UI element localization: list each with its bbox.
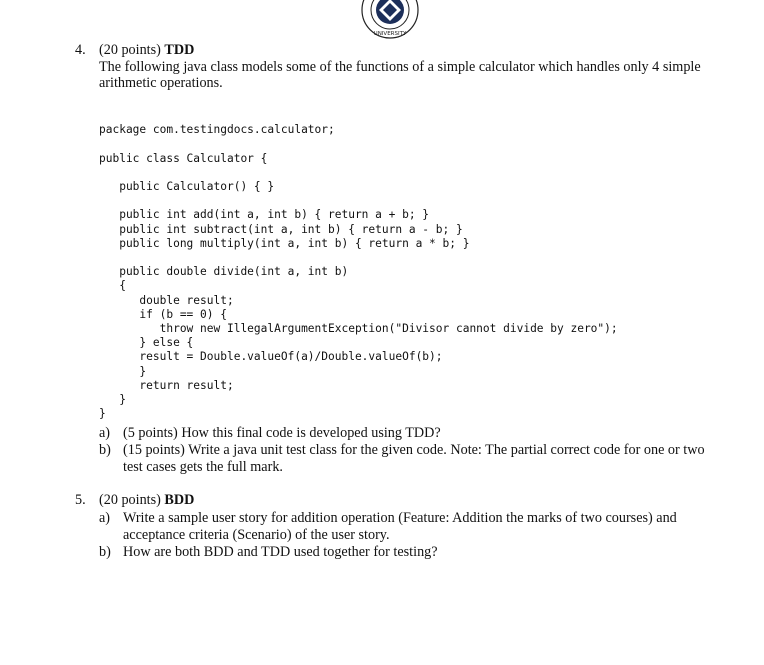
code-line (99, 194, 618, 208)
code-line: package com.testingdocs.calculator; (99, 123, 335, 137)
code-line: double result; (99, 293, 234, 307)
question-5-topic: BDD (164, 492, 195, 508)
code-line: public double divide(int a, int b) (99, 265, 349, 279)
question-4-number: 4. (75, 42, 86, 58)
code-line: if (b == 0) { (99, 307, 227, 321)
code-line (99, 137, 618, 151)
code-line: } else { (99, 336, 194, 350)
code-line: result = Double.valueOf(a)/Double.valueOf(b); (99, 350, 443, 364)
question-4-intro: The following java class models some of the functions of a simple calculator which handles only 4 simple arithmetic operations. (99, 58, 701, 91)
code-line: public Calculator() { } (99, 180, 275, 194)
code-line (99, 166, 618, 180)
part-label: a) (99, 425, 111, 441)
code-line: public int subtract(int a, int b) { return a - b; } (99, 222, 463, 236)
code-line: return result; (99, 378, 234, 392)
code-line: { (99, 279, 126, 293)
code-line: throw new IllegalArgumentException("Divisor cannot divide by zero"); (99, 322, 618, 336)
part-label: a) (99, 510, 111, 526)
part-text: Write a sample user story for addition operation (Feature: Addition the marks of two courses) and acceptance criteria (Scenario) of the user story. (123, 510, 677, 543)
part-text: (15 points) Write a java unit test class for the given code. Note: The partial correct code for one or two test cases gets the full mark. (123, 442, 705, 475)
code-line: } (99, 407, 106, 421)
code-line: } (99, 364, 147, 378)
seal-text: UNIVERSITY (373, 31, 407, 37)
part-label: b) (99, 442, 111, 458)
question-5-points: (20 points) (99, 492, 161, 508)
code-line: } (99, 393, 126, 407)
part-text: (5 points) How this final code is developed using TDD? (123, 425, 441, 441)
question-4-topic: TDD (164, 42, 195, 58)
code-line: public int add(int a, int b) { return a + b; } (99, 208, 430, 222)
university-seal-logo (360, 0, 420, 40)
question-5-number: 5. (75, 492, 86, 508)
code-line: public class Calculator { (99, 151, 268, 165)
code-block (99, 109, 618, 436)
part-label: b) (99, 544, 111, 560)
code-line (99, 251, 618, 265)
question-5-title (99, 492, 715, 509)
question-4-points: (20 points) (99, 42, 161, 58)
code-line: public long multiply(int a, int b) { return a * b; } (99, 236, 470, 250)
question-4-title (99, 42, 715, 59)
part-text: How are both BDD and TDD used together for testing? (123, 544, 438, 560)
